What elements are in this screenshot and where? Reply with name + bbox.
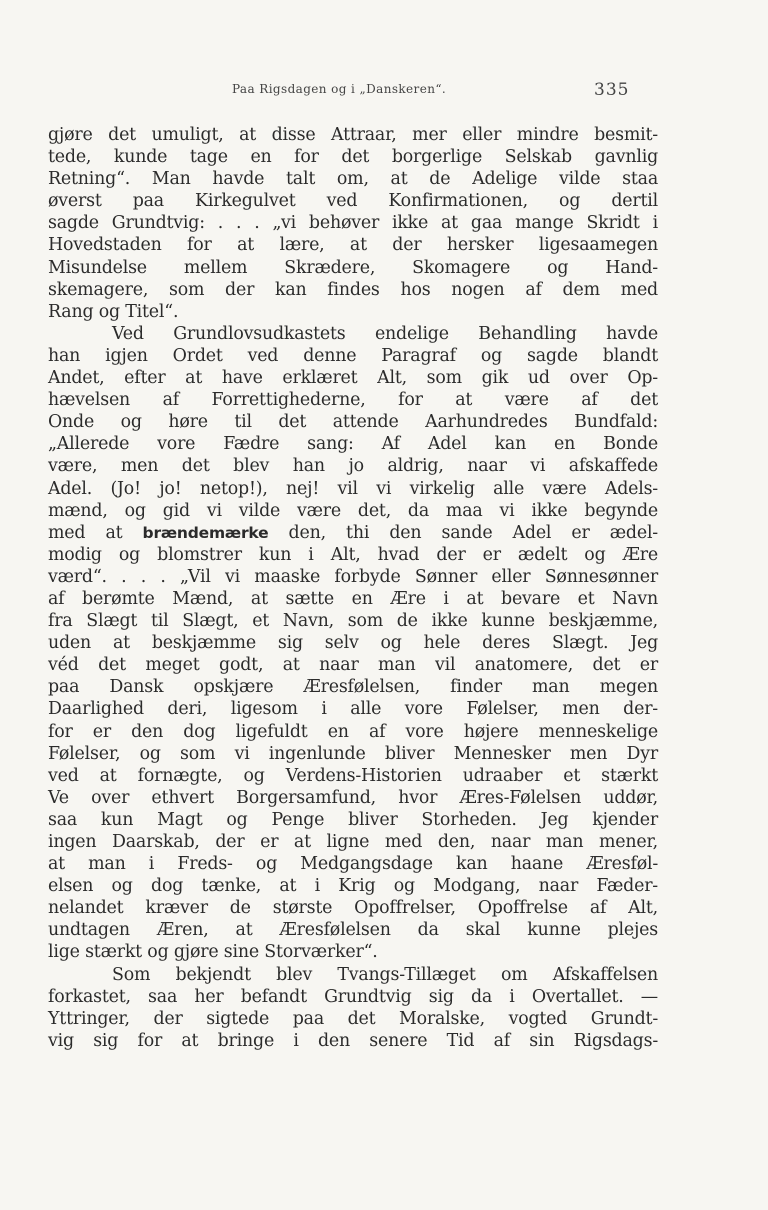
text-line: saa kun Magt og Penge bliver Storheden. Jeg kjender xyxy=(48,809,658,830)
text-line: forkastet, saa her befandt Grundtvig sig da i Overtallet. — xyxy=(48,986,658,1007)
text-line: Daarlighed deri, ligesom i alle vore Følelser, men der- xyxy=(48,699,658,720)
text-line-with-bold xyxy=(48,522,658,544)
text-line: tede, kunde tage en for det borgerlige Selskab gavnlig xyxy=(48,147,658,168)
text-line: af berømte Mænd, at sætte en Ære i at bevare et Navn xyxy=(48,588,658,609)
text-line: være, men det blev han jo aldrig, naar vi afskaffede xyxy=(48,456,658,477)
running-head: Paa Rigsdagen og i „Danskeren“. xyxy=(232,82,447,96)
text-line: paa Dansk opskjære Æresfølelsen, finder man megen xyxy=(48,677,658,698)
text-line: fra Slægt til Slægt, et Navn, som de ikke kunne beskjæmme, xyxy=(48,611,658,632)
text-line: nelandet kræver de største Opoffrelser, Opoffrelse af Alt, xyxy=(48,898,658,919)
text-line: modig og blomstrer kun i Alt, hvad der er ædelt og Ære xyxy=(48,544,658,565)
line-tail: den, thi den sande Adel er ædel- xyxy=(268,522,658,543)
text-line: vig sig for at bringe i den senere Tid af sin Rigsdags- xyxy=(48,1030,658,1051)
text-line: véd det meget godt, at naar man vil anatomere, det er xyxy=(48,655,658,676)
line-head: med at xyxy=(48,522,143,543)
paragraph-start-line: Ved Grundlovsudkastets endelige Behandling havde xyxy=(112,323,658,344)
text-line: „Allerede vore Fædre sang: Af Adel kan en Bonde xyxy=(48,434,658,455)
text-line: han igjen Ordet ved denne Paragraf og sagde blandt xyxy=(48,345,658,366)
text-line: Onde og høre til det attende Aarhundredes Bundfald: xyxy=(48,412,658,433)
text-line: Yttringer, der sigtede paa det Moralske, vogted Grundt- xyxy=(48,1008,658,1029)
text-line: Ve over ethvert Borgersamfund, hvor Æres-Følelsen uddør, xyxy=(48,787,658,808)
text-line: uden at beskjæmme sig selv og hele deres Slægt. Jeg xyxy=(48,633,658,654)
text-line: øverst paa Kirkegulvet ved Konfirmationen, og dertil xyxy=(48,191,658,212)
text-line: Følelser, og som vi ingenlunde bliver Mennesker men Dyr xyxy=(48,743,658,764)
page-header xyxy=(0,76,768,106)
page-number: 335 xyxy=(594,80,630,100)
text-line: skemagere, som der kan findes hos nogen af dem med xyxy=(48,279,658,300)
body-text xyxy=(48,124,658,1052)
text-line: for er den dog ligefuldt en af vore højere menneskelige xyxy=(48,721,658,742)
text-line: Misundelse mellem Skrædere, Skomagere og Hand- xyxy=(48,257,658,278)
text-line: undtagen Æren, at Æresfølelsen da skal kunne plejes xyxy=(48,920,658,941)
text-line: Adel. (Jo! jo! netop!), nej! vil vi virkelig alle være Adels- xyxy=(48,478,658,499)
text-line: ved at fornægte, og Verdens-Historien udraaber et stærkt xyxy=(48,765,658,786)
text-line: hævelsen af Forrettighederne, for at være af det xyxy=(48,390,658,411)
text-line: elsen og dog tænke, at i Krig og Modgang, naar Fæder- xyxy=(48,876,658,897)
text-line: sagde Grundtvig: . . . „vi behøver ikke at gaa mange Skridt i xyxy=(48,213,658,234)
text-line: gjøre det umuligt, at disse Attraar, mer eller mindre besmit- xyxy=(48,125,658,145)
text-line: Retning“. Man havde talt om, at de Adelige vilde staa xyxy=(48,169,658,190)
text-line: ingen Daarskab, der er at ligne med den, naar man mener, xyxy=(48,832,658,852)
text-line: at man i Freds- og Medgangsdage kan haane Æresføl- xyxy=(48,854,658,875)
paragraph-start-line: Som bekjendt blev Tvangs-Tillæget om Afskaffelsen xyxy=(112,964,658,985)
text-line: Hovedstaden for at lære, at der hersker ligesaamegen xyxy=(48,235,658,256)
text-line: værd“. . . . „Vil vi maaske forbyde Sønner eller Sønnesønner xyxy=(48,566,658,587)
text-line: mænd, og gid vi vilde være det, da maa vi ikke begynde xyxy=(48,500,658,521)
text-line: Andet, efter at have erklæret Alt, som gik ud over Op- xyxy=(48,368,658,389)
text-line: Rang og Titel“. xyxy=(48,301,179,322)
text-line: lige stærkt og gjøre sine Storværker“. xyxy=(48,942,378,963)
bold-word: brændemærke xyxy=(142,523,269,542)
